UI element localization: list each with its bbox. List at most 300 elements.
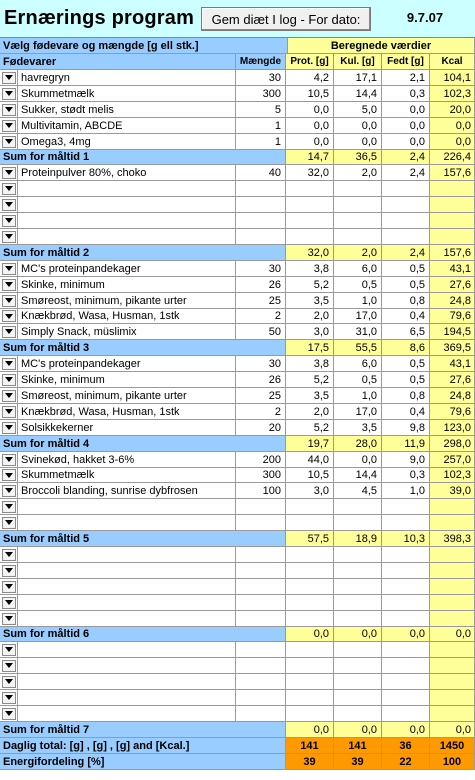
food-kul: 6,0: [334, 261, 382, 277]
food-row: [0, 165, 475, 181]
food-row: [0, 324, 475, 340]
food-qty[interactable]: 40: [236, 165, 286, 181]
food-kcal: [430, 674, 475, 690]
dropdown-cell: [0, 547, 18, 563]
food-kul: [334, 579, 382, 595]
food-qty[interactable]: [236, 658, 286, 674]
food-row: [0, 579, 475, 595]
dropdown-cell: [0, 468, 18, 483]
food-name[interactable]: [18, 674, 236, 690]
food-kcal: [430, 499, 475, 515]
food-kul: 0,5: [334, 372, 382, 388]
food-qty[interactable]: 1: [236, 134, 286, 150]
dropdown-arrow-icon[interactable]: [2, 581, 16, 593]
food-kcal: 79,6: [430, 404, 475, 420]
food-prot: 3,5: [286, 388, 334, 404]
sum-kul: 2,0: [334, 245, 382, 261]
food-prot: 3,0: [286, 483, 334, 499]
dropdown-arrow-icon[interactable]: [2, 660, 16, 672]
food-qty[interactable]: [236, 579, 286, 595]
meal-sum-label: Sum for måltid 7: [0, 722, 286, 738]
col-kul: Kul. [g]: [334, 54, 382, 70]
col-kcal: Kcal: [430, 54, 475, 70]
column-header-row: [0, 54, 475, 70]
food-prot: [286, 658, 334, 674]
food-qty[interactable]: 30: [236, 70, 286, 86]
food-kul: 14,4: [334, 468, 382, 483]
food-kul: 17,0: [334, 404, 382, 420]
food-kul: 0,0: [334, 118, 382, 134]
dropdown-arrow-icon[interactable]: [2, 708, 16, 720]
food-name[interactable]: Svinekød, hakket 3-6%: [18, 452, 236, 468]
food-kcal: [430, 611, 475, 627]
food-name[interactable]: Omega3, 4mg: [18, 134, 236, 150]
food-name[interactable]: MC's proteinpandekager: [18, 356, 236, 372]
dropdown-arrow-icon[interactable]: [2, 310, 16, 322]
sum-prot: 32,0: [286, 245, 334, 261]
food-kcal: 257,0: [430, 452, 475, 468]
dropdown-cell: [0, 483, 18, 499]
dropdown-cell: [0, 134, 18, 150]
dropdown-cell: [0, 309, 18, 324]
food-kcal: 0,0: [430, 134, 475, 150]
food-qty[interactable]: 26: [236, 372, 286, 388]
food-fedt: 0,0: [382, 118, 430, 134]
dropdown-arrow-icon[interactable]: [2, 183, 16, 195]
food-kcal: 157,6: [430, 165, 475, 181]
dropdown-arrow-icon[interactable]: [2, 279, 16, 291]
food-kul: [334, 547, 382, 563]
sum-kul: 39: [334, 754, 382, 770]
food-fedt: 6,5: [382, 324, 430, 340]
food-kul: 3,5: [334, 420, 382, 436]
food-kul: [334, 658, 382, 674]
col-fedt: Fedt [g]: [382, 54, 430, 70]
food-name[interactable]: [18, 706, 236, 722]
col-qty: Mængde: [236, 54, 286, 70]
meal-sum-row: [0, 722, 475, 738]
food-qty[interactable]: 5: [236, 102, 286, 118]
food-kcal: [430, 579, 475, 595]
food-row: [0, 86, 475, 102]
dropdown-arrow-icon[interactable]: [2, 469, 16, 481]
food-kul: [334, 229, 382, 245]
sum-fedt: 11,9: [382, 436, 430, 452]
food-row: [0, 452, 475, 468]
log-date[interactable]: 9.7.07: [406, 10, 444, 25]
sum-prot: 14,7: [286, 150, 334, 165]
dropdown-arrow-icon[interactable]: [2, 167, 16, 179]
sum-fedt: 8,6: [382, 340, 430, 356]
food-prot: 32,0: [286, 165, 334, 181]
food-qty[interactable]: [236, 547, 286, 563]
food-kul: 14,4: [334, 86, 382, 102]
sum-kul: 55,5: [334, 340, 382, 356]
food-kul: [334, 181, 382, 197]
dropdown-arrow-icon[interactable]: [2, 295, 16, 307]
food-fedt: 2,1: [382, 70, 430, 86]
food-name[interactable]: [18, 181, 236, 197]
dropdown-arrow-icon[interactable]: [2, 565, 16, 577]
food-qty[interactable]: 25: [236, 293, 286, 309]
food-prot: 3,5: [286, 293, 334, 309]
food-prot: 4,2: [286, 70, 334, 86]
food-fedt: [382, 579, 430, 595]
sum-kcal: 0,0: [430, 627, 475, 642]
food-name[interactable]: [18, 197, 236, 213]
dropdown-cell: [0, 261, 18, 277]
food-kcal: [430, 197, 475, 213]
food-row: [0, 293, 475, 309]
food-fedt: [382, 181, 430, 197]
food-name[interactable]: MC's proteinpandekager: [18, 261, 236, 277]
food-qty[interactable]: [236, 197, 286, 213]
food-kcal: 123,0: [430, 420, 475, 436]
select-food-heading: Vælg fødevare og mængde [g ell stk.]: [0, 38, 288, 54]
food-name[interactable]: [18, 579, 236, 595]
food-name[interactable]: havregryn: [18, 70, 236, 86]
food-prot: [286, 706, 334, 722]
dropdown-arrow-icon[interactable]: [2, 326, 16, 338]
dropdown-arrow-icon[interactable]: [2, 517, 16, 529]
food-fedt: 0,5: [382, 356, 430, 372]
food-kcal: 39,0: [430, 483, 475, 499]
food-qty[interactable]: [236, 499, 286, 515]
food-qty[interactable]: 2: [236, 309, 286, 324]
food-prot: [286, 547, 334, 563]
dropdown-arrow-icon[interactable]: [2, 406, 16, 418]
food-kul: [334, 642, 382, 658]
food-kcal: [430, 547, 475, 563]
food-name[interactable]: Proteinpulver 80%, choko: [18, 165, 236, 181]
food-kcal: 43,1: [430, 261, 475, 277]
sum-kcal: 369,5: [430, 340, 475, 356]
food-fedt: [382, 197, 430, 213]
dropdown-cell: [0, 213, 18, 229]
food-name[interactable]: Broccoli blanding, sunrise dybfrosen: [18, 483, 236, 499]
food-name[interactable]: Multivitamin, ABCDE: [18, 118, 236, 134]
dropdown-arrow-icon[interactable]: [2, 88, 16, 100]
food-kul: 2,0: [334, 165, 382, 181]
food-kul: 0,0: [334, 452, 382, 468]
food-name[interactable]: [18, 595, 236, 611]
food-row: [0, 134, 475, 150]
dropdown-arrow-icon[interactable]: [2, 263, 16, 275]
food-name[interactable]: [18, 229, 236, 245]
sum-prot: 57,5: [286, 531, 334, 547]
total-label: Energifordeling [%]: [0, 754, 286, 770]
food-kul: 0,5: [334, 277, 382, 293]
food-fedt: 9,8: [382, 420, 430, 436]
food-qty[interactable]: 30: [236, 261, 286, 277]
food-name[interactable]: Sukker, stødt melis: [18, 102, 236, 118]
food-qty[interactable]: [236, 706, 286, 722]
food-name[interactable]: Skinke, minimum: [18, 372, 236, 388]
food-name[interactable]: Skummetmælk: [18, 86, 236, 102]
food-prot: [286, 595, 334, 611]
food-row: [0, 642, 475, 658]
food-kul: [334, 690, 382, 706]
food-kul: 1,0: [334, 388, 382, 404]
food-name[interactable]: Solsikkekerner: [18, 420, 236, 436]
food-qty[interactable]: [236, 181, 286, 197]
food-prot: 5,2: [286, 277, 334, 293]
dropdown-arrow-icon[interactable]: [2, 215, 16, 227]
sum-kul: 0,0: [334, 722, 382, 738]
food-name[interactable]: [18, 642, 236, 658]
food-name[interactable]: [18, 611, 236, 627]
food-qty[interactable]: [236, 595, 286, 611]
total-row: [0, 738, 475, 754]
sum-fedt: 36: [382, 738, 430, 754]
food-prot: 10,5: [286, 468, 334, 483]
sum-prot: 0,0: [286, 627, 334, 642]
food-kcal: [430, 515, 475, 531]
food-name[interactable]: [18, 547, 236, 563]
food-row: [0, 499, 475, 515]
dropdown-cell: [0, 118, 18, 134]
dropdown-arrow-icon[interactable]: [2, 422, 16, 434]
meal-sum-row: [0, 245, 475, 261]
food-fedt: 0,8: [382, 388, 430, 404]
dropdown-arrow-icon[interactable]: [2, 374, 16, 386]
food-qty[interactable]: 200: [236, 452, 286, 468]
food-kcal: [430, 213, 475, 229]
food-fedt: [382, 642, 430, 658]
meal-sum-row: [0, 150, 475, 165]
dropdown-cell: [0, 70, 18, 86]
dropdown-arrow-icon[interactable]: [2, 72, 16, 84]
dropdown-arrow-icon[interactable]: [2, 485, 16, 497]
food-name[interactable]: Skinke, minimum: [18, 277, 236, 293]
sum-prot: 0,0: [286, 722, 334, 738]
food-name[interactable]: Smøreost, minimum, pikante urter: [18, 293, 236, 309]
food-row: [0, 277, 475, 293]
food-qty[interactable]: 300: [236, 86, 286, 102]
food-kcal: [430, 229, 475, 245]
dropdown-arrow-icon[interactable]: [2, 613, 16, 625]
food-kcal: [430, 595, 475, 611]
food-kul: 6,0: [334, 356, 382, 372]
meal-sum-label: Sum for måltid 4: [0, 436, 286, 452]
dropdown-cell: [0, 277, 18, 293]
food-prot: [286, 642, 334, 658]
dropdown-cell: [0, 356, 18, 372]
food-row: [0, 420, 475, 436]
sum-kcal: 0,0: [430, 722, 475, 738]
food-prot: [286, 674, 334, 690]
food-row: [0, 468, 475, 483]
dropdown-cell: [0, 674, 18, 690]
food-name[interactable]: Smøreost, minimum, pikante urter: [18, 388, 236, 404]
food-row: [0, 309, 475, 324]
food-fedt: 0,3: [382, 468, 430, 483]
food-name[interactable]: [18, 563, 236, 579]
food-kcal: 24,8: [430, 293, 475, 309]
meal-sum-label: Sum for måltid 5: [0, 531, 286, 547]
dropdown-arrow-icon[interactable]: [2, 692, 16, 704]
food-fedt: [382, 706, 430, 722]
food-row: [0, 213, 475, 229]
dropdown-arrow-icon[interactable]: [2, 104, 16, 116]
food-qty[interactable]: 20: [236, 420, 286, 436]
food-qty[interactable]: 30: [236, 356, 286, 372]
dropdown-arrow-icon[interactable]: [2, 454, 16, 466]
dropdown-arrow-icon[interactable]: [2, 136, 16, 148]
food-prot: [286, 515, 334, 531]
food-prot: 2,0: [286, 309, 334, 324]
dropdown-cell: [0, 388, 18, 404]
food-row: [0, 118, 475, 134]
food-qty[interactable]: [236, 213, 286, 229]
food-prot: [286, 563, 334, 579]
food-qty[interactable]: 2: [236, 404, 286, 420]
food-qty[interactable]: 1: [236, 118, 286, 134]
food-kcal: [430, 658, 475, 674]
food-fedt: 0,0: [382, 102, 430, 118]
sum-kul: 18,9: [334, 531, 382, 547]
food-kul: 17,0: [334, 309, 382, 324]
food-kcal: 0,0: [430, 118, 475, 134]
food-qty[interactable]: [236, 690, 286, 706]
food-qty[interactable]: 50: [236, 324, 286, 340]
dropdown-cell: [0, 611, 18, 627]
food-name[interactable]: [18, 213, 236, 229]
food-name[interactable]: Knækbrød, Wasa, Husman, 1stk: [18, 404, 236, 420]
dropdown-cell: [0, 563, 18, 579]
dropdown-cell: [0, 452, 18, 468]
sum-kul: 28,0: [334, 436, 382, 452]
food-fedt: [382, 658, 430, 674]
food-row: [0, 372, 475, 388]
food-fedt: 9,0: [382, 452, 430, 468]
food-qty[interactable]: 100: [236, 483, 286, 499]
food-kul: [334, 499, 382, 515]
meal-sum-row: [0, 340, 475, 356]
food-kcal: 79,6: [430, 309, 475, 324]
food-qty[interactable]: [236, 642, 286, 658]
food-prot: 3,0: [286, 324, 334, 340]
food-qty[interactable]: 26: [236, 277, 286, 293]
food-qty[interactable]: 300: [236, 468, 286, 483]
food-name[interactable]: [18, 658, 236, 674]
dropdown-arrow-icon[interactable]: [2, 199, 16, 211]
dropdown-cell: [0, 420, 18, 436]
sum-kcal: 1450: [430, 738, 475, 754]
meal-sum-row: [0, 436, 475, 452]
sum-kcal: 226,4: [430, 150, 475, 165]
dropdown-arrow-icon[interactable]: [2, 358, 16, 370]
sum-kul: 36,5: [334, 150, 382, 165]
sum-kul: 141: [334, 738, 382, 754]
food-fedt: 0,8: [382, 293, 430, 309]
food-kcal: [430, 181, 475, 197]
food-row: [0, 706, 475, 722]
dropdown-cell: [0, 579, 18, 595]
meal-sum-label: Sum for måltid 3: [0, 340, 286, 356]
food-kul: [334, 595, 382, 611]
dropdown-cell: [0, 293, 18, 309]
food-qty[interactable]: [236, 515, 286, 531]
food-fedt: 0,5: [382, 372, 430, 388]
food-fedt: [382, 595, 430, 611]
sum-fedt: 22: [382, 754, 430, 770]
save-log-button[interactable]: Gem diæt I log - For dato:: [201, 7, 371, 31]
food-qty[interactable]: 25: [236, 388, 286, 404]
food-kcal: 194,5: [430, 324, 475, 340]
sum-prot: 39: [286, 754, 334, 770]
food-name[interactable]: [18, 499, 236, 515]
food-prot: 5,2: [286, 420, 334, 436]
food-kul: [334, 197, 382, 213]
food-row: [0, 356, 475, 372]
food-fedt: 2,4: [382, 165, 430, 181]
food-name[interactable]: Knækbrød, Wasa, Husman, 1stk: [18, 309, 236, 324]
dropdown-cell: [0, 102, 18, 118]
dropdown-arrow-icon[interactable]: [2, 120, 16, 132]
food-fedt: 0,5: [382, 261, 430, 277]
food-row: [0, 515, 475, 531]
food-row: [0, 404, 475, 420]
food-fedt: 0,4: [382, 404, 430, 420]
food-fedt: [382, 515, 430, 531]
dropdown-arrow-icon[interactable]: [2, 549, 16, 561]
food-fedt: [382, 213, 430, 229]
food-fedt: 0,0: [382, 134, 430, 150]
total-row: [0, 754, 475, 770]
food-kul: 31,0: [334, 324, 382, 340]
dropdown-cell: [0, 86, 18, 102]
food-fedt: [382, 611, 430, 627]
food-row: [0, 483, 475, 499]
dropdown-arrow-icon[interactable]: [2, 390, 16, 402]
food-qty[interactable]: [236, 229, 286, 245]
sum-fedt: 2,4: [382, 150, 430, 165]
sum-kcal: 398,3: [430, 531, 475, 547]
food-prot: 0,0: [286, 118, 334, 134]
dropdown-arrow-icon[interactable]: [2, 501, 16, 513]
food-qty[interactable]: [236, 611, 286, 627]
food-row: [0, 563, 475, 579]
food-name[interactable]: Skummetmælk: [18, 468, 236, 483]
dropdown-arrow-icon[interactable]: [2, 644, 16, 656]
dropdown-cell: [0, 229, 18, 245]
food-row: [0, 261, 475, 277]
food-qty[interactable]: [236, 674, 286, 690]
dropdown-cell: [0, 499, 18, 515]
food-name[interactable]: [18, 515, 236, 531]
food-row: [0, 674, 475, 690]
food-name[interactable]: [18, 690, 236, 706]
food-kul: 5,0: [334, 102, 382, 118]
food-prot: 2,0: [286, 404, 334, 420]
food-qty[interactable]: [236, 563, 286, 579]
food-row: [0, 690, 475, 706]
food-prot: 3,8: [286, 261, 334, 277]
food-kul: 4,5: [334, 483, 382, 499]
food-kcal: 104,1: [430, 70, 475, 86]
food-fedt: [382, 563, 430, 579]
meal-sum-label: Sum for måltid 2: [0, 245, 286, 261]
food-name[interactable]: Simply Snack, müslimix: [18, 324, 236, 340]
dropdown-arrow-icon[interactable]: [2, 597, 16, 609]
dropdown-cell: [0, 324, 18, 340]
dropdown-arrow-icon[interactable]: [2, 676, 16, 688]
food-row: [0, 658, 475, 674]
food-fedt: 0,3: [382, 86, 430, 102]
dropdown-cell: [0, 706, 18, 722]
dropdown-arrow-icon[interactable]: [2, 231, 16, 243]
